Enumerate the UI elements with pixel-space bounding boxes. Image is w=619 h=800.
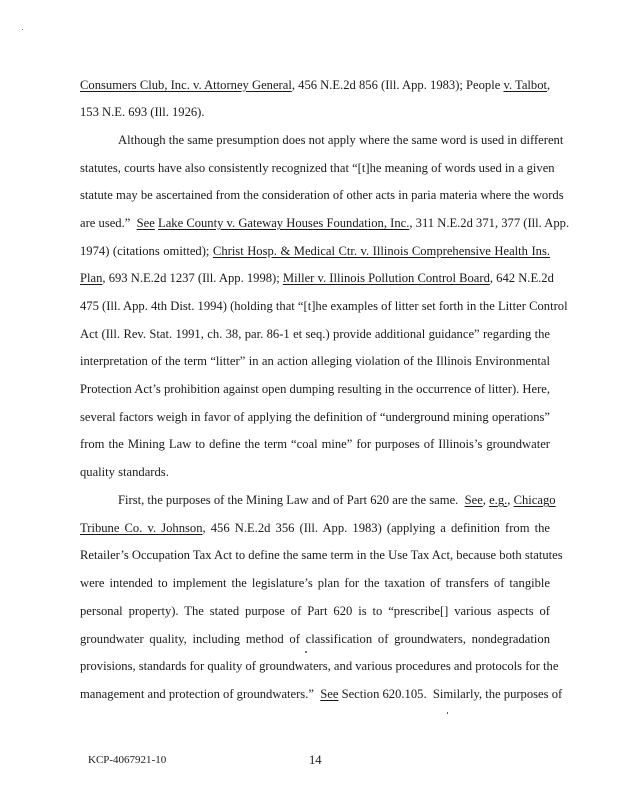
text-line: are used.” See Lake County v. Gateway Houses Foundation, Inc., 311 N.E.2d 371, 377 (Ill. App. [80,216,570,230]
text-line: several factors weigh in favor of applying the definition of “underground mining operations” [80,410,550,424]
text-line: Act (Ill. Rev. Stat. 1991, ch. 38, par. 86-1 et seq.) provide additional guidance” regarding the [80,327,550,341]
signal-see: See [136,216,155,230]
text-line: Consumers Club, Inc. v. Attorney General, 456 N.E.2d 856 (Ill. App. 1983); People v. Talbot, [80,78,551,92]
case-citation: Miller v. Illinois Pollution Control Board [282,271,490,285]
text-line: Protection Act’s prohibition against open dumping resulting in the occurrence of litter). Here, [80,382,551,396]
text-line: quality standards. [80,465,169,479]
signal-see: See [464,493,483,507]
text-line: from the Mining Law to define the term “coal mine” for purposes of Illinois’s groundwater [80,437,550,451]
text-line: personal property). The stated purpose of Part 620 is to “prescribe[] various aspects of [80,604,550,618]
text-line: statute may be ascertained from the consideration of other acts in paria materia where the words [80,188,564,202]
signal-eg: e.g. [489,493,508,507]
text-line: First, the purposes of the Mining Law and of Part 620 are the same. See, e.g., Chicago [118,493,556,507]
text-line: provisions, standards for quality of groundwaters, and various procedures and protocols for the [80,659,559,673]
case-citation: v. Talbot [503,78,548,92]
page-number: 14 [309,753,322,767]
case-citation: Lake County v. Gateway Houses Foundation, Inc. [158,216,410,230]
text-line: 153 N.E. 693 (Ill. 1926). [80,105,205,119]
document-id: KCP-4067921-10 [88,754,167,766]
case-citation: Plan [80,271,103,285]
text-line: interpretation of the term “litter” in an action alleging violation of the Illinois Environmental [80,354,550,368]
text-line: Plan, 693 N.E.2d 1237 (Ill. App. 1998); Miller v. Illinois Pollution Control Board, 642 N.E.2d [80,271,554,285]
case-citation: Chicago [513,493,556,507]
scan-speck [22,29,23,30]
text-line: Although the same presumption does not apply where the same word is used in different [118,133,564,147]
text-line: statutes, courts have also consistently recognized that “[t]he meaning of words used in a given [80,161,555,175]
scan-speck [447,712,448,714]
case-citation: Consumers Club, Inc. v. Attorney General [80,78,292,92]
case-citation: Tribune Co. v. Johnson [80,521,203,535]
text-line: groundwater quality, including method of classification of groundwaters, nondegradation [80,632,550,646]
case-citation: Christ Hosp. & Medical Ctr. v. Illinois Comprehensive Health Ins. [212,244,551,258]
text-line: management and protection of groundwaters.” See Section 620.105. Similarly, the purposes of [80,687,563,701]
text-line: Tribune Co. v. Johnson, 456 N.E.2d 356 (Ill. App. 1983) (applying a definition from the [80,521,550,535]
scan-speck [305,651,307,653]
signal-see: See [320,687,339,701]
text-line: 475 (Ill. App. 4th Dist. 1994) (holding that “[t]he examples of litter set forth in the Litter Control [80,299,568,313]
text-line: Retailer’s Occupation Tax Act to define the same term in the Use Tax Act, because both statutes [80,548,563,562]
text-line: 1974) (citations omitted); Christ Hosp. & Medical Ctr. v. Illinois Comprehensive Health Ins. [80,244,551,258]
text-line: were intended to implement the legislature’s plan for the taxation of transfers of tangible [80,576,550,590]
